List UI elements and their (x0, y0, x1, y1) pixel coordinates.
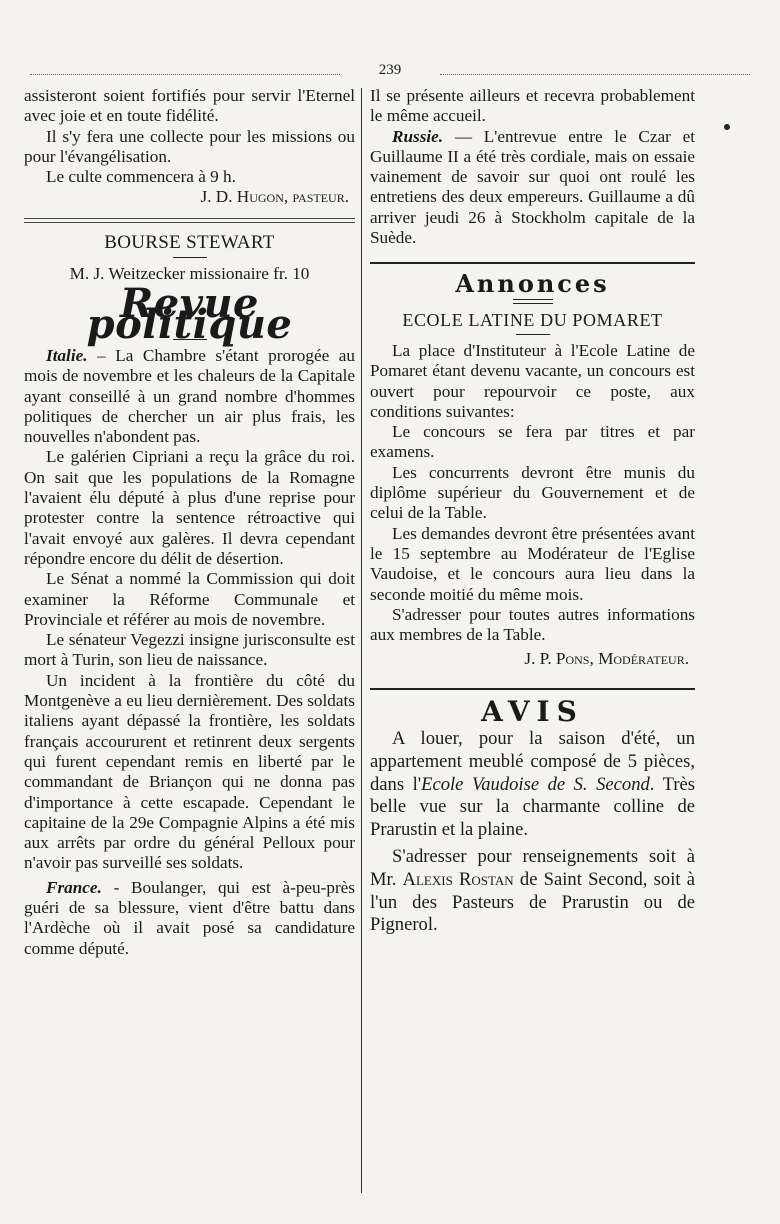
avis-text: de Saint Second, soit à l'un des Pasteurs de Prarustin ou de Pignerol. (370, 868, 695, 936)
short-rule (516, 334, 550, 335)
short-double-rule (513, 299, 553, 304)
section-rule (24, 218, 355, 223)
incident-paragraph: Un incident à la frontière du côté du Montgenève a eu lieu dernièrement. Des soldats italiens ayant dépassé la frontière, les soldats français accoururent et retinrent deux sergents qui furent cependant remis en liberté par le commandant de Briançon qui ne donna pas d'importance à cette escapade. Cependant le capitaine de la 29e Compagnie Alpins a été mis aux arrêts par ordre du général Pelloux pour n'avoir pas surveillé ses soldats. (24, 670, 355, 873)
avis-text: A louer, pour la saison d'été, un appartement meublé composé de 5 pièces, dans l' (370, 728, 695, 795)
page-header (30, 62, 750, 82)
avis-name: Alexis Rostan (402, 868, 514, 890)
avis-italic: Ecole Vaudoise de S. Second (421, 773, 650, 795)
column-divider (361, 88, 362, 1193)
short-rule (173, 257, 207, 258)
italie-text: – La Chambre s'étant prorogée au mois de novembre et les chaleurs de la Capitale ayant conseillé à un grand nombre d'hommes politiques de chercher un air plus frais, les nouvelles n'abondent pas. (24, 345, 355, 447)
annonce-paragraph: Les concurrents devront être munis du diplôme supérieur du Gouvernement et de celui de la Table. (370, 462, 695, 523)
italie-paragraph (24, 346, 355, 447)
russie-label: Russie. (392, 126, 444, 146)
bourse-title: BOURSE STEWART (104, 231, 275, 253)
culte-paragraph: Le culte commencera à 9 h. (46, 167, 236, 187)
russie-text: — L'entrevue entre le Czar et Guillaume II a été très cordiale, mais on essaie vainement de savoir sur quoi ont roulé les entretiens des deux empereurs. Guillaume a dû arriver jeudi 26 à Stockholm capitale de la Suède. (370, 126, 695, 248)
russie-paragraph (370, 127, 695, 249)
avis-paragraph-2 (370, 846, 695, 937)
right-column (370, 86, 695, 937)
annonce-paragraph: La place d'Instituteur à l'Ecole Latine de Pomaret étant devenu vacante, un concours est ouvert pour repourvoir ce poste, aux conditions suivantes: (370, 340, 695, 421)
annonce-paragraph: Le concours se fera par titres et par examens. (370, 422, 695, 462)
avis-text: S'adresser pour renseignements soit à Mr. (370, 846, 695, 890)
avis-text: . Très belle vue sur la charmante colline de Prarustin et la plaine. (370, 773, 695, 841)
avis-title: AVIS (481, 694, 584, 728)
annonce-paragraph: Les demandes devront être présentées avant le 15 septembre au Modérateur de l'Eglise Vaudoise, et le concours aura lieu dans la seconde moitié du même mois. (370, 523, 695, 604)
france-text: - Boulanger, qui est à-peu-près guéri de sa blessure, vient d'être battu dans l'Ardèche où il avait posé sa candidature comme député. (24, 877, 355, 958)
annonce-paragraph: S'adresser pour toutes autres informations aux membres de la Table. (370, 604, 695, 645)
section-rule (370, 688, 695, 690)
cipriani-paragraph: Le galérien Cipriani a reçu la grâce du roi. On sait que les populations de la Romagne l'avaient élu député à plus d'une reprise pour protester contre la sentence rétroactive qui l'avait envoyé aux galères. Il devra cependant répondre encore du délit de désertion. (24, 447, 355, 568)
left-column (24, 86, 355, 959)
avis-body (370, 728, 695, 937)
avis-paragraph-1 (370, 728, 695, 842)
annonces-title: Annonces (455, 269, 610, 299)
italie-label: Italie. (46, 345, 88, 365)
header-dotted-rule-right (440, 74, 750, 75)
section-rule (370, 262, 695, 264)
bourse-line: M. J. Weitzecker missionaire fr. 10 (69, 264, 310, 284)
france-paragraph (24, 878, 355, 959)
collecte-paragraph: Il s'y fera une collecte pour les missions ou pour l'évangélisation. (24, 126, 355, 166)
pastor-signature: J. D. Hugon, pasteur. (200, 187, 349, 207)
ink-spot (724, 124, 730, 130)
school-title: ECOLE LATINE DU POMARET (402, 309, 663, 330)
right-intro: Il se présente ailleurs et recevra probablement le même accueil. (370, 86, 695, 126)
france-label: France. (46, 877, 102, 897)
page-number: 239 (373, 62, 408, 78)
intro-paragraph: assisteront soient fortifiés pour servir l'Eternel avec joie et en toute fidélité. (24, 86, 355, 126)
vegezzi-paragraph: Le sénateur Vegezzi insigne jurisconsulte est mort à Turin, son lieu de naissance. (24, 630, 355, 670)
senat-paragraph: Le Sénat a nommé la Commission qui doit examiner la Réforme Communale et Provinciale et référer au mois de novembre. (24, 569, 355, 629)
revue-politique-title: Revue politique (86, 280, 293, 348)
moderator-signature: J. P. Pons, Modérateur. (524, 649, 689, 669)
header-dotted-rule-left (30, 74, 340, 75)
